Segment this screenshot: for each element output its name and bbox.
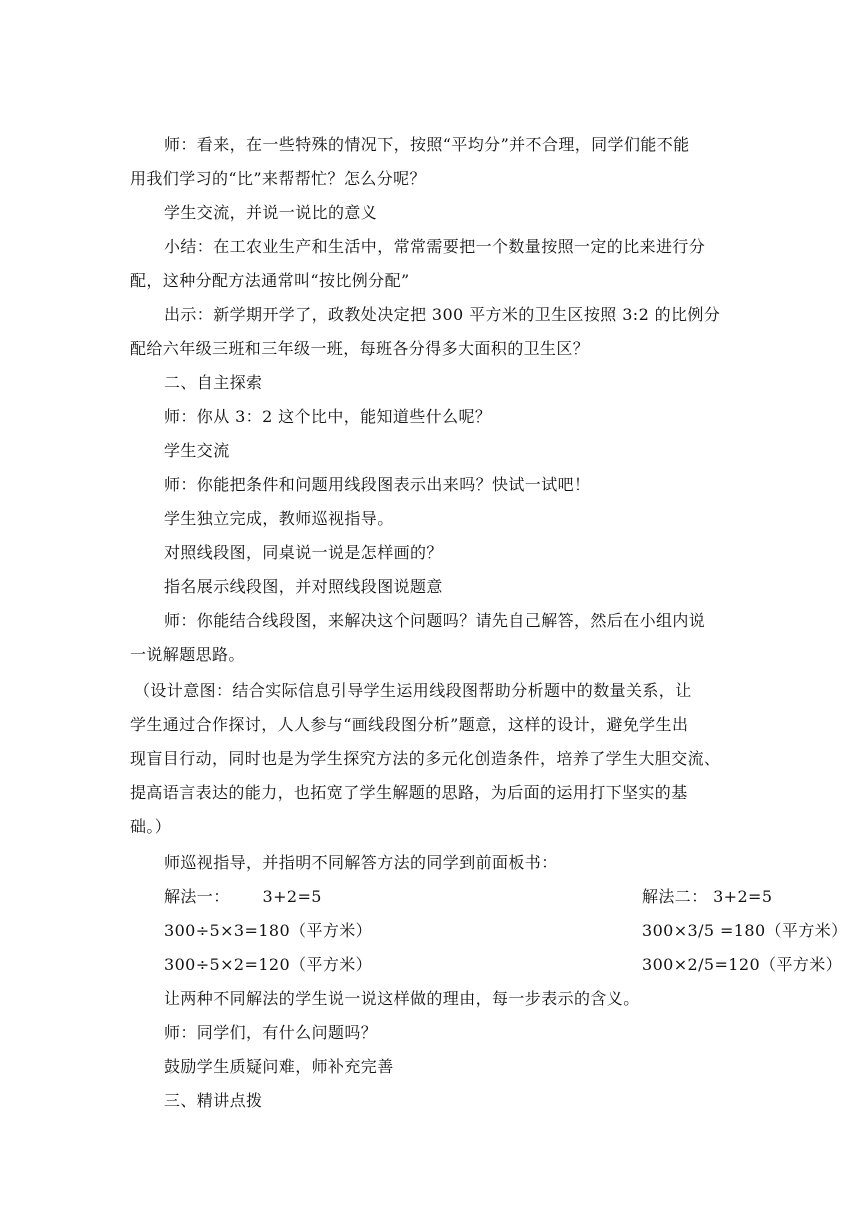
paragraph-line: 指名展示线段图，并对照线段图说题意: [164, 577, 443, 596]
design-intent-line: 础。）: [130, 817, 172, 836]
paragraph-line: 师：你能结合线段图，来解决这个问题吗？请先自己解答，然后在小组内说: [164, 611, 706, 630]
paragraph-line: 用我们学习的“比”来帮帮忙？怎么分呢？: [130, 169, 426, 188]
solution-two-step1: 解法二： 3+2=5: [642, 887, 773, 906]
paragraph-line: 学生交流: [164, 441, 230, 460]
solution-row: [164, 914, 848, 948]
design-intent-line: 提高语言表达的能力，也拓宽了学生解题的思路，为后面的运用打下坚实的基: [130, 783, 688, 802]
solution-one-step1: 解法一： 3+2=5: [164, 887, 322, 906]
paragraph-line: 学生独立完成，教师巡视指导。: [164, 509, 394, 528]
solution-row: [164, 880, 773, 914]
paragraph-line: 师：你从 3：2 这个比中，能知道些什么呢？: [164, 407, 492, 426]
solution-two-step2: 300×3/5 =180（平方米）: [642, 921, 848, 940]
solution-row: [164, 948, 843, 982]
solution-one-step2: 300÷5×3=180（平方米）: [164, 921, 373, 940]
paragraph-line: 学生交流，并说一说比的意义: [164, 203, 378, 222]
paragraph-line: 师：同学们，有什么问题吗？: [164, 1023, 378, 1042]
paragraph-line: 出示：新学期开学了，政教处决定把 300 平方米的卫生区按照 3:2 的比例分: [164, 305, 721, 324]
paragraph-line: 一说解题思路。: [130, 645, 245, 664]
solution-two-step3: 300×2/5=120（平方米）: [642, 955, 843, 974]
design-intent-line: （设计意图：结合实际信息引导学生运用线段图帮助分析题中的数量关系，让: [134, 681, 692, 700]
paragraph-line: 配给六年级三班和三年级一班，每班各分得多大面积的卫生区？: [130, 339, 590, 358]
paragraph-line: 师：看来，在一些特殊的情况下，按照“平均分”并不合理，同学们能不能: [164, 135, 690, 154]
paragraph-line: 师巡视指导，并指明不同解答方法的同学到前面板书：: [164, 853, 558, 872]
paragraph-line: 鼓励学生质疑问难，师补充完善: [164, 1057, 394, 1076]
section-heading: 三、精讲点拨: [164, 1091, 263, 1110]
section-heading: 二、自主探索: [164, 373, 263, 392]
paragraph-line: 让两种不同解法的学生说一说这样做的理由，每一步表示的含义。: [164, 989, 640, 1008]
design-intent-line: 现盲目行动，同时也是为学生探究方法的多元化创造条件，培养了学生大胆交流、: [130, 749, 721, 768]
paragraph-line: 配，这种分配方法通常叫“按比例分配”: [130, 271, 410, 290]
paragraph-line: 小结：在工农业生产和生活中，常常需要把一个数量按照一定的比来进行分: [164, 237, 706, 256]
paragraph-line: 师：你能把条件和问题用线段图表示出来吗？快试一试吧！: [164, 475, 591, 494]
design-intent-line: 学生通过合作探讨，人人参与“画线段图分析”题意，这样的设计，避免学生出: [130, 715, 689, 734]
paragraph-line: 对照线段图，同桌说一说是怎样画的？: [164, 543, 443, 562]
solution-one-step3: 300÷5×2=120（平方米）: [164, 955, 373, 974]
